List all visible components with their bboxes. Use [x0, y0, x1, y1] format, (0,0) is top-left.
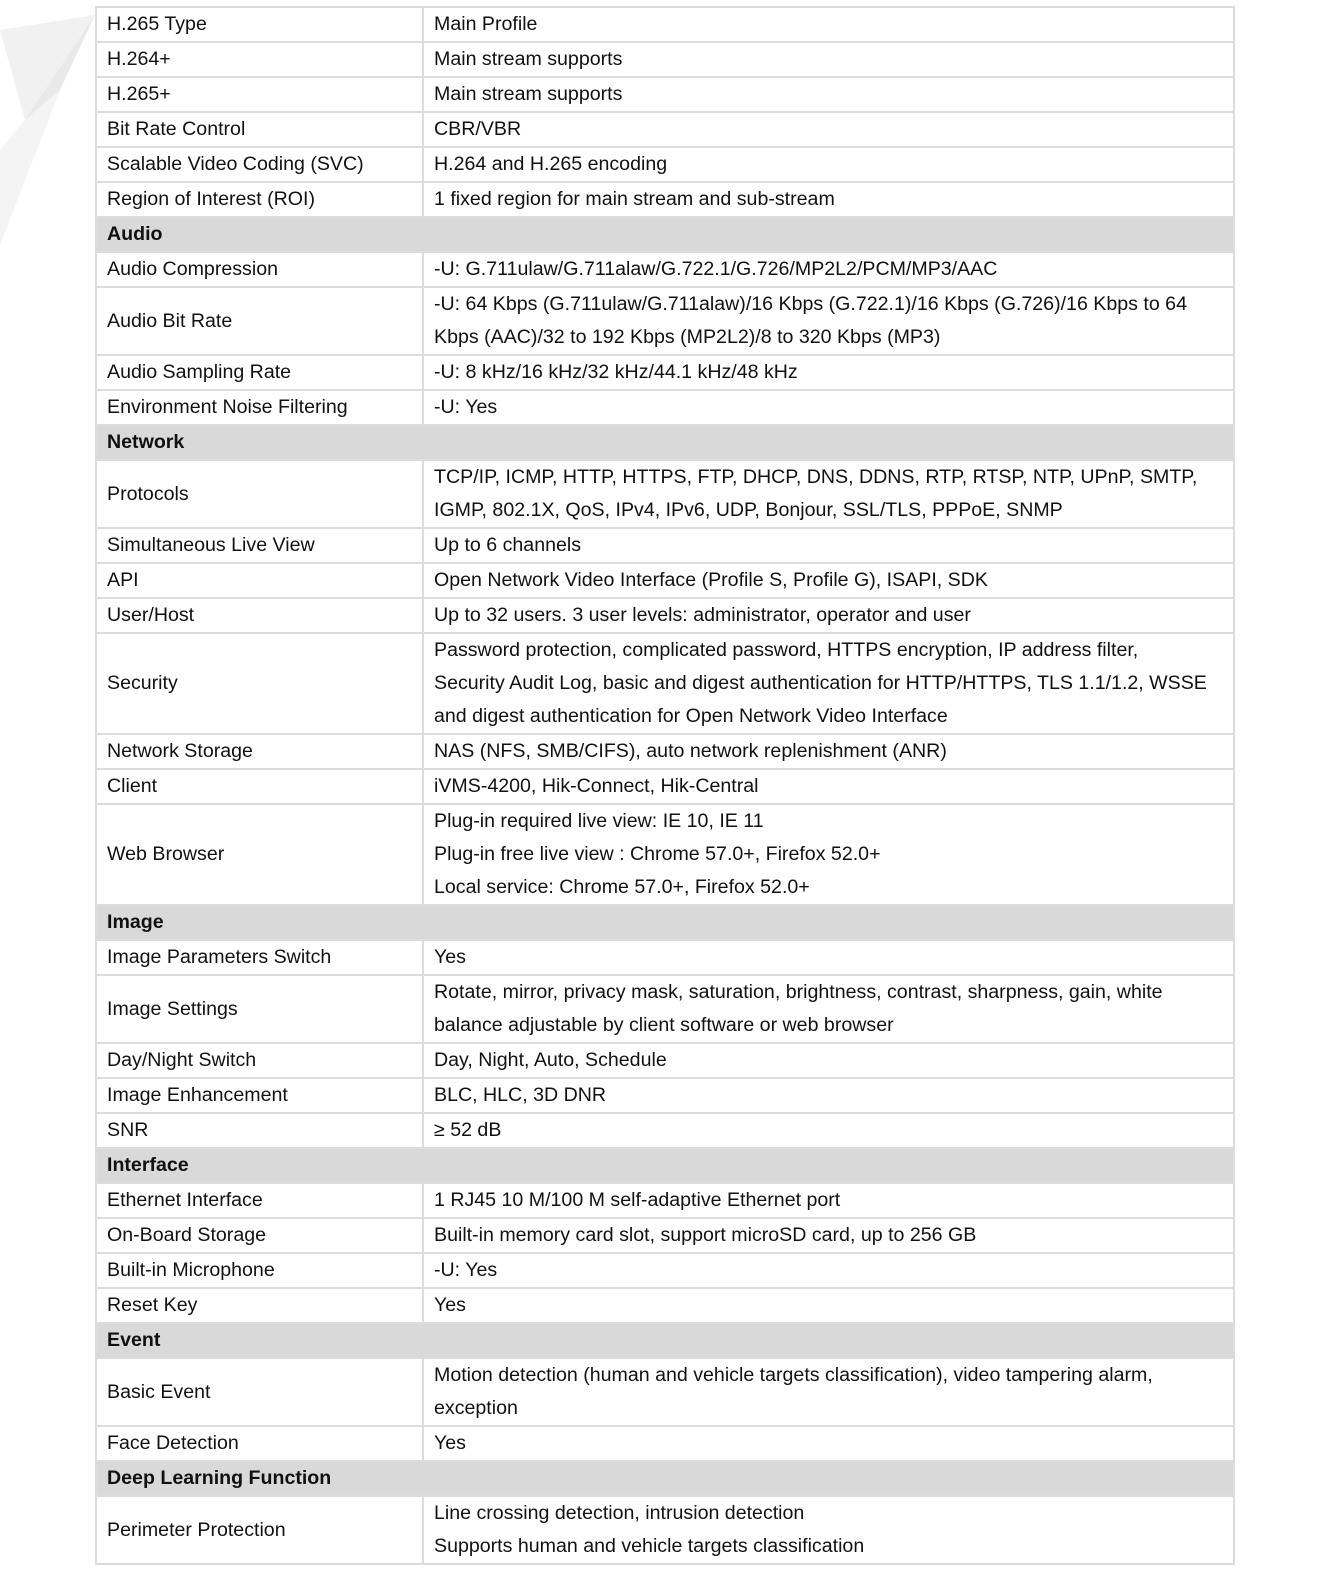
spec-value [423, 1496, 1234, 1564]
spec-row [96, 1358, 1234, 1426]
spec-row [96, 734, 1234, 769]
spec-value [423, 460, 1234, 528]
spec-value [423, 112, 1234, 147]
spec-value-line: Rotate, mirror, privacy mask, saturation, brightness, contrast, sharpness, gain, white [434, 981, 1163, 1003]
spec-value-line: 1 RJ45 10 M/100 M self-adaptive Ethernet port [434, 1189, 841, 1211]
section-header [96, 217, 1234, 252]
spec-value [423, 1288, 1234, 1323]
spec-value-line: Open Network Video Interface (Profile S, Profile G), ISAPI, SDK [434, 569, 988, 591]
spec-value [423, 77, 1234, 112]
spec-label: Audio Sampling Rate [96, 355, 423, 390]
spec-value-line: iVMS-4200, Hik-Connect, Hik-Central [434, 775, 759, 797]
spec-value-line: CBR/VBR [434, 118, 522, 140]
section-title: Audio [96, 217, 1234, 252]
spec-label: H.264+ [96, 42, 423, 77]
spec-label: Image Settings [96, 975, 423, 1043]
spec-value [423, 287, 1234, 355]
spec-value-line: IGMP, 802.1X, QoS, IPv4, IPv6, UDP, Bonjour, SSL/TLS, PPPoE, SNMP [434, 499, 1063, 521]
spec-value [423, 1078, 1234, 1113]
spec-label: Image Parameters Switch [96, 940, 423, 975]
spec-value [423, 252, 1234, 287]
spec-value-line: -U: 8 kHz/16 kHz/32 kHz/44.1 kHz/48 kHz [434, 361, 798, 383]
spec-value-line: ≥ 52 dB [434, 1119, 502, 1141]
spec-row [96, 769, 1234, 804]
watermark-logo-shape [0, 0, 110, 260]
section-title: Event [96, 1323, 1234, 1358]
spec-label: On-Board Storage [96, 1218, 423, 1253]
spec-value-line: and digest authentication for Open Network Video Interface [434, 705, 948, 727]
section-header [96, 905, 1234, 940]
spec-row [96, 460, 1234, 528]
spec-row [96, 1288, 1234, 1323]
spec-value [423, 1183, 1234, 1218]
spec-row [96, 1113, 1234, 1148]
spec-row [96, 147, 1234, 182]
spec-label: Basic Event [96, 1358, 423, 1426]
spec-value [423, 804, 1234, 905]
spec-value-line: Main Profile [434, 13, 538, 35]
spec-value-line: -U: 64 Kbps (G.711ulaw/G.711alaw)/16 Kbps (G.722.1)/16 Kbps (G.726)/16 Kbps to 64 [434, 293, 1187, 315]
spec-label: Perimeter Protection [96, 1496, 423, 1564]
spec-row [96, 1253, 1234, 1288]
spec-label: Region of Interest (ROI) [96, 182, 423, 217]
spec-value [423, 563, 1234, 598]
spec-label: Face Detection [96, 1426, 423, 1461]
spec-value-line: Up to 32 users. 3 user levels: administrator, operator and user [434, 604, 971, 626]
spec-label: User/Host [96, 598, 423, 633]
spec-value-line: Plug-in free live view : Chrome 57.0+, Firefox 52.0+ [434, 843, 881, 865]
spec-value [423, 147, 1234, 182]
spec-value-line: 1 fixed region for main stream and sub-stream [434, 188, 835, 210]
spec-value-line: Main stream supports [434, 48, 623, 70]
section-title: Interface [96, 1148, 1234, 1183]
spec-row [96, 112, 1234, 147]
spec-label: Client [96, 769, 423, 804]
spec-value [423, 1113, 1234, 1148]
spec-label: Audio Bit Rate [96, 287, 423, 355]
spec-row [96, 1496, 1234, 1564]
spec-label: Environment Noise Filtering [96, 390, 423, 425]
spec-value [423, 390, 1234, 425]
spec-value-line: balance adjustable by client software or web browser [434, 1014, 894, 1036]
spec-row [96, 390, 1234, 425]
spec-label: Ethernet Interface [96, 1183, 423, 1218]
spec-value-line: -U: Yes [434, 1259, 498, 1281]
spec-value-line: -U: G.711ulaw/G.711alaw/G.722.1/G.726/MP2L2/PCM/MP3/AAC [434, 258, 998, 280]
spec-label: Day/Night Switch [96, 1043, 423, 1078]
section-header [96, 1148, 1234, 1183]
spec-label: Security [96, 633, 423, 734]
spec-value [423, 598, 1234, 633]
spec-value-line: Built-in memory card slot, support microSD card, up to 256 GB [434, 1224, 977, 1246]
spec-value [423, 7, 1234, 42]
spec-label: Simultaneous Live View [96, 528, 423, 563]
spec-label: Bit Rate Control [96, 112, 423, 147]
spec-value-line: Main stream supports [434, 83, 623, 105]
spec-label: Network Storage [96, 734, 423, 769]
spec-value-line: Yes [434, 946, 466, 968]
spec-value [423, 975, 1234, 1043]
spec-value [423, 1043, 1234, 1078]
spec-value [423, 633, 1234, 734]
spec-value-line: -U: Yes [434, 396, 498, 418]
spec-label: SNR [96, 1113, 423, 1148]
spec-row [96, 528, 1234, 563]
spec-label: H.265+ [96, 77, 423, 112]
spec-value-line: Line crossing detection, intrusion detection [434, 1502, 805, 1524]
spec-value [423, 769, 1234, 804]
spec-row [96, 287, 1234, 355]
spec-label: Built-in Microphone [96, 1253, 423, 1288]
spec-row [96, 598, 1234, 633]
section-header [96, 1323, 1234, 1358]
spec-value-line: TCP/IP, ICMP, HTTP, HTTPS, FTP, DHCP, DNS, DDNS, RTP, RTSP, NTP, UPnP, SMTP, [434, 466, 1198, 488]
spec-value-line: Kbps (AAC)/32 to 192 Kbps (MP2L2)/8 to 320 Kbps (MP3) [434, 326, 941, 348]
spec-label: Reset Key [96, 1288, 423, 1323]
spec-label: API [96, 563, 423, 598]
spec-value-line: Up to 6 channels [434, 534, 582, 556]
section-title: Network [96, 425, 1234, 460]
spec-label: H.265 Type [96, 7, 423, 42]
spec-value-line: Plug-in required live view: IE 10, IE 11 [434, 810, 764, 832]
spec-row [96, 1183, 1234, 1218]
section-header [96, 425, 1234, 460]
spec-row [96, 182, 1234, 217]
spec-value-line: BLC, HLC, 3D DNR [434, 1084, 607, 1106]
spec-value [423, 1218, 1234, 1253]
spec-row [96, 252, 1234, 287]
spec-table [95, 6, 1235, 1565]
spec-label: Protocols [96, 460, 423, 528]
spec-value-line: Password protection, complicated password, HTTPS encryption, IP address filter, [434, 639, 1139, 661]
spec-value-line: exception [434, 1397, 518, 1419]
spec-label: Scalable Video Coding (SVC) [96, 147, 423, 182]
spec-value-line: Yes [434, 1432, 466, 1454]
spec-value [423, 182, 1234, 217]
spec-row [96, 1078, 1234, 1113]
spec-value-line: Supports human and vehicle targets classification [434, 1535, 865, 1557]
spec-row [96, 975, 1234, 1043]
spec-value [423, 1358, 1234, 1426]
spec-row [96, 1426, 1234, 1461]
spec-row [96, 563, 1234, 598]
spec-row [96, 804, 1234, 905]
section-title: Image [96, 905, 1234, 940]
spec-value [423, 1426, 1234, 1461]
spec-value [423, 734, 1234, 769]
spec-value-line: NAS (NFS, SMB/CIFS), auto network replenishment (ANR) [434, 740, 947, 762]
spec-row [96, 7, 1234, 42]
spec-row [96, 355, 1234, 390]
spec-label: Image Enhancement [96, 1078, 423, 1113]
spec-value [423, 42, 1234, 77]
spec-value-line: Motion detection (human and vehicle targets classification), video tampering alarm, [434, 1364, 1153, 1386]
spec-value [423, 355, 1234, 390]
spec-row [96, 77, 1234, 112]
spec-value-line: Yes [434, 1294, 466, 1316]
spec-value-line: H.264 and H.265 encoding [434, 153, 668, 175]
spec-row [96, 1218, 1234, 1253]
spec-label: Audio Compression [96, 252, 423, 287]
spec-row [96, 1043, 1234, 1078]
section-header [96, 1461, 1234, 1496]
spec-value [423, 940, 1234, 975]
spec-row [96, 42, 1234, 77]
spec-value-line: Day, Night, Auto, Schedule [434, 1049, 667, 1071]
spec-value-line: Security Audit Log, basic and digest authentication for HTTP/HTTPS, TLS 1.1/1.2, WSSE [434, 672, 1207, 694]
spec-label: Web Browser [96, 804, 423, 905]
spec-row [96, 633, 1234, 734]
spec-value [423, 1253, 1234, 1288]
spec-value [423, 528, 1234, 563]
spec-value-line: Local service: Chrome 57.0+, Firefox 52.0+ [434, 876, 810, 898]
section-title: Deep Learning Function [96, 1461, 1234, 1496]
spec-row [96, 940, 1234, 975]
